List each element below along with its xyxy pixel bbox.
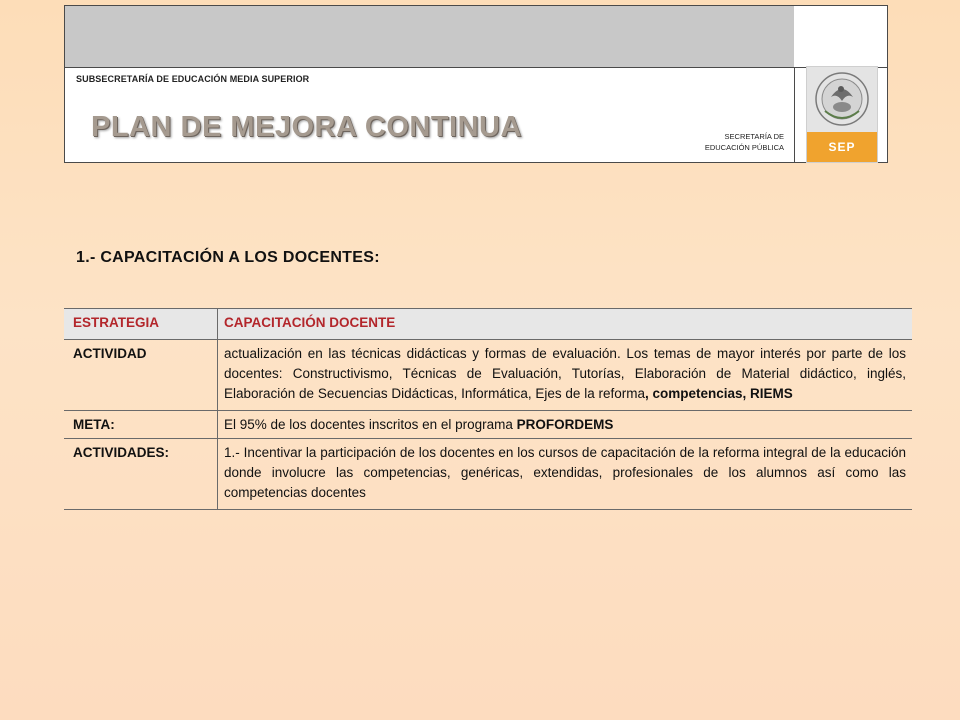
- page-title: PLAN DE MEJORA CONTINUA: [91, 111, 522, 143]
- subsecretaria-label: SUBSECRETARÍA DE EDUCACIÓN MEDIA SUPERIOR: [76, 74, 310, 84]
- secretaria-line-1: SECRETARÍA DE: [724, 132, 784, 141]
- header-divider: [794, 67, 795, 162]
- plan-table: [64, 308, 912, 510]
- actividad-cell: [218, 340, 913, 411]
- estrategia-value: CAPACITACIÓN DOCENTE: [218, 309, 913, 340]
- table-row: [64, 439, 912, 510]
- actividades-label: ACTIVIDADES:: [64, 439, 218, 510]
- header-top-band: [65, 6, 795, 68]
- actividades-text: 1.- Incentivar la participación de los docentes en los cursos de capacitación de la reforma integral de la educación donde involucre las competencias, genéricas, extendidas, profesionales de los alumnos así como las competencias docentes: [218, 439, 913, 510]
- table-row: [64, 411, 912, 439]
- meta-text: El 95% de los docentes inscritos en el programa: [224, 417, 517, 432]
- meta-cell: [218, 411, 913, 439]
- sep-logo: [806, 66, 878, 163]
- sep-logo-text: SEP: [807, 132, 877, 162]
- actividad-bold: , competencias, RIEMS: [644, 386, 793, 401]
- actividad-label: ACTIVIDAD: [64, 340, 218, 411]
- section-title: 1.- CAPACITACIÓN A LOS DOCENTES:: [76, 249, 380, 266]
- table-row: [64, 309, 912, 340]
- coat-of-arms-icon: [807, 67, 877, 133]
- meta-bold: PROFORDEMS: [516, 417, 614, 432]
- header-box: [64, 5, 888, 163]
- table-row: [64, 340, 912, 411]
- actividad-text: actualización en las técnicas didácticas y formas de evaluación. Los temas de mayor interés por parte de los docentes: Constructivismo, Técnicas de Evaluación, Tutorías, Elaboración de Material didáctico, inglés, Elaboración de Secuencias Didácticas, Informática, Ejes de la reforma: [224, 346, 906, 401]
- meta-label: META:: [64, 411, 218, 439]
- secretaria-line-2: EDUCACIÓN PÚBLICA: [704, 143, 784, 152]
- header-top-right-cell: [794, 6, 887, 68]
- estrategia-label: ESTRATEGIA: [64, 309, 218, 340]
